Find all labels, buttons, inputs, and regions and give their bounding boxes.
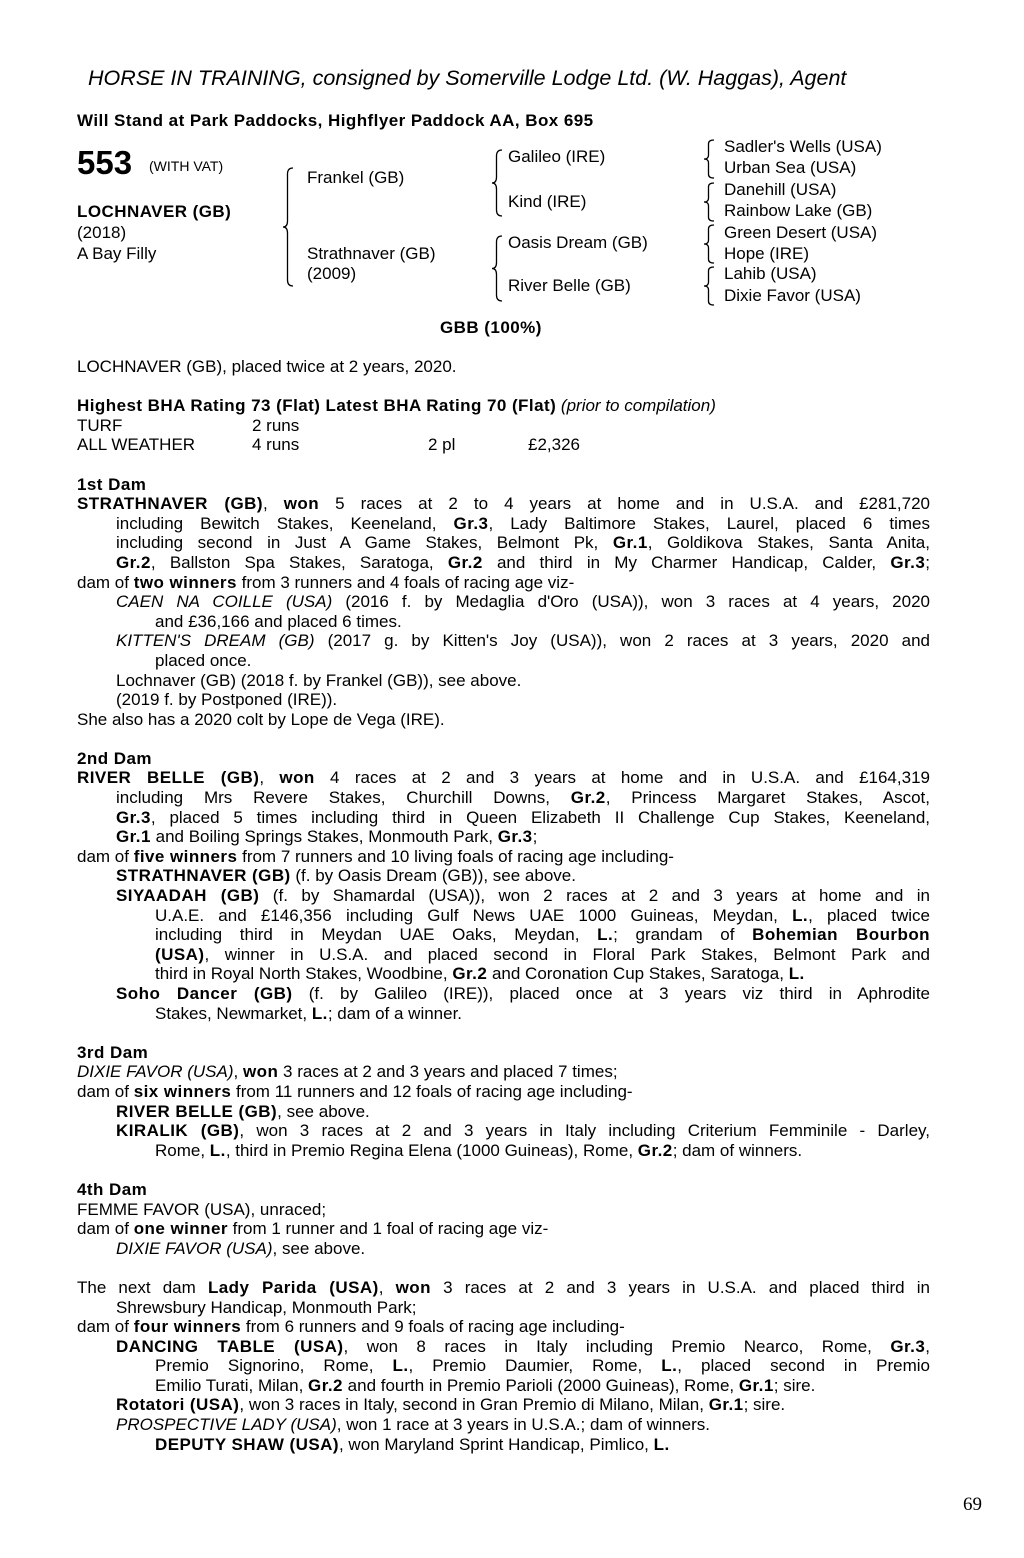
bold-text: 4th Dam	[77, 1179, 148, 1199]
text-line	[77, 866, 930, 886]
blank-line	[77, 377, 930, 397]
text-line	[77, 710, 930, 730]
bold-text: one winner	[133, 1219, 228, 1239]
bold-text: Gr.2	[116, 552, 151, 572]
bold-text: STRATHNAVER (GB)	[77, 494, 263, 514]
pedigree-ancestor: Sadler's Wells (USA)	[724, 137, 882, 156]
horse-name: LOCHNAVER (GB)	[77, 202, 232, 221]
text-run: ; dam of winners.	[672, 1140, 803, 1160]
bold-text: Gr.1	[738, 1375, 774, 1395]
text-run: dam of	[77, 846, 134, 866]
text-line	[77, 788, 930, 808]
pedigree-brace	[283, 168, 293, 286]
pedigree-sire: Frankel (GB)	[307, 168, 405, 187]
text-run: including Mrs Revere Stakes, Churchill Downs,	[116, 788, 571, 808]
text-run: Shrewsbury Handicap, Monmouth Park;	[116, 1297, 417, 1317]
text-run: (2019 f. by Postponed (IRE)).	[116, 690, 338, 710]
text-run: , won 8 races in Italy including Premio Nearco, Rome,	[343, 1336, 891, 1356]
vat-note: (WITH VAT)	[149, 158, 224, 174]
bold-text: L.	[311, 1003, 328, 1023]
text-run: FEMME FAVOR (USA), unraced;	[77, 1199, 327, 1219]
text-run: , won 3 races at 2 and 3 years in Italy including Criterium Femminile - Darley,	[239, 1121, 930, 1141]
text-line	[77, 1062, 930, 1082]
text-line	[77, 886, 930, 906]
text-line	[77, 984, 930, 1004]
pedigree-granddam: Kind (IRE)	[508, 192, 587, 211]
bold-text: Soho Dancer (GB)	[116, 984, 293, 1003]
record-runs: 2 runs	[252, 415, 300, 435]
text-run: including Bewitch Stakes, Keeneland,	[116, 513, 454, 533]
text-run: 4 races at 2 and 3 years at home and in U.S.A. and £164,319	[314, 768, 930, 788]
bold-text: Gr.3	[453, 513, 489, 533]
pedigree-brace	[704, 183, 714, 221]
catalogue-body	[77, 357, 930, 1454]
text-line	[77, 1376, 930, 1396]
pedigree-brace	[492, 236, 502, 301]
text-run: Lochnaver (GB) (2018 f. by Frankel (GB)), see above.	[116, 670, 522, 690]
text-line	[77, 768, 930, 788]
bold-text: five winners	[133, 846, 238, 866]
text-line	[77, 631, 930, 651]
text-line	[77, 1180, 930, 1200]
text-run: U.A.E. and £146,356 including Gulf News UAE 1000 Guineas, Meydan,	[155, 905, 793, 925]
race-record-row	[77, 435, 930, 455]
pedigree-grandsire: Oasis Dream (GB)	[508, 233, 648, 252]
text-run: dam of	[77, 1317, 134, 1337]
pedigree-brace	[704, 225, 714, 263]
text-line	[77, 396, 930, 416]
page-number: 69	[963, 1494, 982, 1515]
text-run: ,	[233, 1062, 243, 1082]
text-run: , Ballston Spa Stakes, Saratoga,	[150, 552, 448, 572]
bold-text: Lady Parida (USA)	[207, 1277, 379, 1297]
text-line	[77, 1435, 930, 1455]
text-run: (2017 g. by Kitten's Joy (USA)), won 2 races at 3 years, 2020 and	[314, 631, 930, 651]
italic-text: DIXIE FAVOR (USA)	[116, 1238, 273, 1258]
bold-text: Gr.1	[708, 1395, 744, 1415]
pedigree-brace	[704, 267, 714, 305]
text-line	[77, 827, 930, 847]
text-line	[77, 749, 930, 769]
text-run: dam of	[77, 1219, 134, 1239]
bold-text: DANCING TABLE (USA)	[116, 1336, 344, 1356]
blank-line	[77, 1023, 930, 1043]
bold-text: won	[395, 1277, 431, 1297]
text-run: (2016 f. by Medaglia d'Oro (USA)), won 3 races at 4 years, 2020	[332, 592, 930, 612]
pedigree-brace	[492, 150, 502, 216]
italic-text: (prior to compilation)	[556, 396, 716, 416]
text-run: placed once.	[155, 650, 252, 670]
text-run: dam of	[77, 572, 134, 592]
bold-text: Rotatori (USA)	[116, 1395, 240, 1415]
pedigree-brace	[704, 140, 714, 178]
text-run: from 3 runners and 4 foals of racing age viz-	[236, 572, 575, 592]
text-run: 3 races at 2 and 3 years in U.S.A. and placed third in	[430, 1277, 930, 1297]
text-run: third in Royal North Stakes, Woodbine,	[155, 964, 453, 984]
text-run: and Boiling Springs Stakes, Monmouth Park,	[150, 827, 498, 847]
bold-text: Gr.1	[116, 827, 151, 847]
text-run: including third in Meydan UAE Oaks, Meydan,	[155, 925, 598, 945]
pedigree-granddam: River Belle (GB)	[508, 276, 631, 295]
bold-text: 2nd Dam	[77, 748, 152, 768]
text-run: (f. by Galileo (IRE)), placed once at 3 years viz third in Aphrodite	[292, 984, 930, 1003]
text-run: , Premio Daumier, Rome,	[408, 1356, 662, 1376]
bold-text: Gr.1	[612, 533, 648, 553]
bold-text: L.	[653, 1434, 670, 1454]
text-run: , Goldikova Stakes, Santa Anita,	[647, 533, 930, 553]
text-line	[77, 1278, 930, 1298]
text-run: from 7 runners and 10 living foals of racing age including-	[237, 846, 674, 866]
text-run: Premio Signorino, Rome,	[155, 1356, 393, 1376]
text-line	[77, 494, 930, 514]
text-run: The next dam	[77, 1277, 208, 1297]
text-line	[77, 1082, 930, 1102]
text-line	[77, 1004, 930, 1024]
text-run: and £36,166 and placed 6 times.	[155, 611, 402, 631]
text-line	[77, 964, 930, 984]
text-run: , won Maryland Sprint Handicap, Pimlico,	[338, 1434, 654, 1454]
race-record-row	[77, 416, 930, 436]
bold-text: (USA)	[155, 944, 205, 964]
bold-text: L.	[392, 1356, 409, 1376]
stabling-location: Will Stand at Park Paddocks, Highflyer Paddock AA, Box 695	[77, 111, 594, 130]
italic-text: PROSPECTIVE LADY (USA)	[116, 1415, 337, 1435]
gbb-percentage: GBB (100%)	[440, 318, 542, 337]
text-run: ; dam of a winner.	[327, 1003, 463, 1023]
text-run: LOCHNAVER (GB), placed twice at 2 years, 2020.	[77, 357, 457, 376]
text-run: dam of	[77, 1081, 134, 1101]
record-label: ALL WEATHER	[77, 435, 196, 455]
text-run: , Lady Baltimore Stakes, Laurel, placed 6 times	[488, 513, 930, 533]
text-run: Rome,	[155, 1140, 210, 1160]
bold-text: Gr.2	[637, 1140, 673, 1160]
text-line	[77, 1200, 930, 1220]
text-line	[77, 847, 930, 867]
text-run: ; sire.	[743, 1395, 786, 1415]
bold-text: RIVER BELLE (GB)	[77, 768, 260, 788]
bold-text: DEPUTY SHAW (USA)	[155, 1434, 339, 1454]
text-run: ; sire.	[773, 1375, 816, 1395]
pedigree-ancestor: Dixie Favor (USA)	[724, 286, 861, 305]
text-run: ;	[925, 552, 930, 572]
bold-text: L.	[792, 905, 809, 925]
bold-text: won	[283, 494, 320, 514]
pedigree-ancestor: Green Desert (USA)	[724, 223, 878, 242]
bold-text: Gr.3	[890, 552, 926, 572]
text-line	[77, 592, 930, 612]
text-line	[77, 1043, 930, 1063]
text-run: and fourth in Premio Parioli (2000 Guineas), Rome,	[342, 1375, 739, 1395]
text-line	[77, 1219, 930, 1239]
record-runs: 4 runs	[252, 435, 300, 455]
text-run: , winner in U.S.A. and placed second in Floral Park Stakes, Belmont Park and	[204, 944, 930, 964]
pedigree-ancestor: Hope (IRE)	[724, 244, 810, 263]
text-run: from 6 runners and 9 foals of racing age including-	[241, 1317, 625, 1337]
text-run: (f. by Oasis Dream (GB)), see above.	[290, 866, 576, 886]
bold-text: Gr.3	[116, 807, 151, 827]
bold-text: Gr.2	[447, 552, 483, 572]
text-run: 3 races at 2 and 3 years and placed 7 times;	[278, 1062, 618, 1082]
text-line	[77, 945, 930, 965]
text-run: , won 1 race at 3 years in U.S.A.; dam of winners.	[336, 1415, 710, 1435]
lot-number: 553	[77, 144, 133, 181]
blank-line	[77, 455, 930, 475]
text-line	[77, 612, 930, 632]
bold-text: Gr.2	[308, 1375, 343, 1395]
pedigree-grandsire: Galileo (IRE)	[508, 147, 606, 166]
text-run: She also has a 2020 colt by Lope de Vega (IRE).	[77, 709, 445, 729]
text-run: and Coronation Cup Stakes, Saratoga,	[487, 964, 789, 984]
text-line	[77, 533, 930, 553]
bold-text: won	[242, 1062, 279, 1082]
italic-text: DIXIE FAVOR (USA)	[77, 1062, 234, 1082]
text-line	[77, 573, 930, 593]
text-run: from 11 runners and 12 foals of racing age including-	[231, 1081, 633, 1101]
text-run: Stakes, Newmarket,	[155, 1003, 312, 1023]
bold-text: two winners	[133, 572, 237, 592]
blank-line	[77, 1160, 930, 1180]
pedigree-ancestor: Urban Sea (USA)	[724, 158, 857, 177]
text-run: ;	[532, 827, 538, 847]
text-line	[77, 1415, 930, 1435]
text-run: , see above.	[277, 1101, 370, 1121]
text-run: including second in Just A Game Stakes, Belmont Pk,	[116, 533, 613, 553]
text-run: , placed 5 times including third in Queen Elizabeth II Challenge Cup Stakes, Keeneland,	[150, 807, 930, 827]
text-run: ,	[378, 1277, 396, 1297]
text-run: ,	[925, 1336, 930, 1356]
text-run: , placed second in Premio	[677, 1356, 931, 1376]
bold-text: 1st Dam	[77, 474, 147, 494]
text-line	[77, 1121, 930, 1141]
pedigree-dam-year: (2009)	[307, 264, 357, 283]
text-line	[77, 357, 930, 377]
bold-text: four winners	[133, 1317, 242, 1337]
text-run: , third in Premio Regina Elena (1000 Guineas), Rome,	[225, 1140, 638, 1160]
pedigree-ancestor: Danehill (USA)	[724, 180, 837, 199]
bold-text: Gr.3	[890, 1336, 926, 1356]
text-run: (f. by Shamardal (USA)), won 2 races at 2 and 3 years at home and in	[259, 886, 930, 906]
text-line	[77, 671, 930, 691]
text-line	[77, 808, 930, 828]
bold-text: Gr.2	[452, 964, 488, 984]
horse-description: A Bay Filly	[77, 244, 157, 263]
text-line	[77, 514, 930, 534]
italic-text: KITTEN'S DREAM (GB)	[116, 631, 315, 651]
bold-text: Bohemian Bourbon	[752, 925, 930, 945]
blank-line	[77, 1258, 930, 1278]
text-line	[77, 690, 930, 710]
bold-text: L.	[597, 925, 614, 945]
text-line	[77, 1298, 930, 1318]
text-run: ,	[259, 768, 280, 788]
text-line	[77, 1239, 930, 1259]
bold-text: STRATHNAVER (GB)	[116, 866, 291, 886]
text-line	[77, 1356, 930, 1376]
record-earnings: £2,326	[528, 435, 580, 455]
italic-text: CAEN NA COILLE (USA)	[116, 592, 333, 612]
pedigree-ancestor: Lahib (USA)	[724, 264, 817, 283]
pedigree-dam: Strathnaver (GB)	[307, 244, 436, 263]
text-run: , see above.	[272, 1238, 366, 1258]
bold-text: Gr.2	[570, 788, 606, 808]
bold-text: KIRALIK (GB)	[116, 1121, 240, 1141]
bold-text: L.	[788, 964, 805, 984]
text-line	[77, 906, 930, 926]
bold-text: L.	[209, 1140, 226, 1160]
blank-line	[77, 729, 930, 749]
text-run: 5 races at 2 to 4 years at home and in U.S.A. and £281,720	[319, 494, 930, 514]
bold-text: RIVER BELLE (GB)	[116, 1101, 278, 1121]
text-run: from 1 runner and 1 foal of racing age viz-	[227, 1219, 549, 1239]
bold-text: 3rd Dam	[77, 1042, 149, 1062]
text-line	[77, 1141, 930, 1161]
text-line	[77, 925, 930, 945]
record-label: TURF	[77, 415, 123, 435]
text-run: , placed twice	[808, 905, 930, 925]
pedigree-ancestor: Rainbow Lake (GB)	[724, 201, 873, 220]
bold-text: Highest BHA Rating 73 (Flat) Latest BHA Rating 70 (Flat)	[77, 396, 557, 416]
record-placed: 2 pl	[428, 435, 456, 455]
text-line	[77, 1395, 930, 1415]
text-line	[77, 1337, 930, 1357]
text-run: , Princess Margaret Stakes, Ascot,	[605, 788, 930, 808]
text-line	[77, 1317, 930, 1337]
text-line	[77, 651, 930, 671]
text-run: ; grandam of	[613, 925, 753, 945]
bold-text: SIYAADAH (GB)	[116, 886, 260, 906]
bold-text: six winners	[133, 1081, 232, 1101]
text-run: ,	[262, 494, 284, 514]
bold-text: won	[279, 768, 315, 788]
bold-text: Gr.3	[497, 827, 533, 847]
catalogue-header: HORSE IN TRAINING, consigned by Somerville Lodge Ltd. (W. Haggas), Agent	[88, 66, 847, 90]
text-run: , won 3 races in Italy, second in Gran Premio di Milano, Milan,	[239, 1395, 709, 1415]
text-run: and third in My Charmer Handicap, Calder,	[482, 552, 891, 572]
bold-text: L.	[661, 1356, 678, 1376]
text-line	[77, 1102, 930, 1122]
text-line	[77, 553, 930, 573]
text-line	[77, 475, 930, 495]
horse-year: (2018)	[77, 223, 127, 242]
text-run: Emilio Turati, Milan,	[155, 1375, 309, 1395]
